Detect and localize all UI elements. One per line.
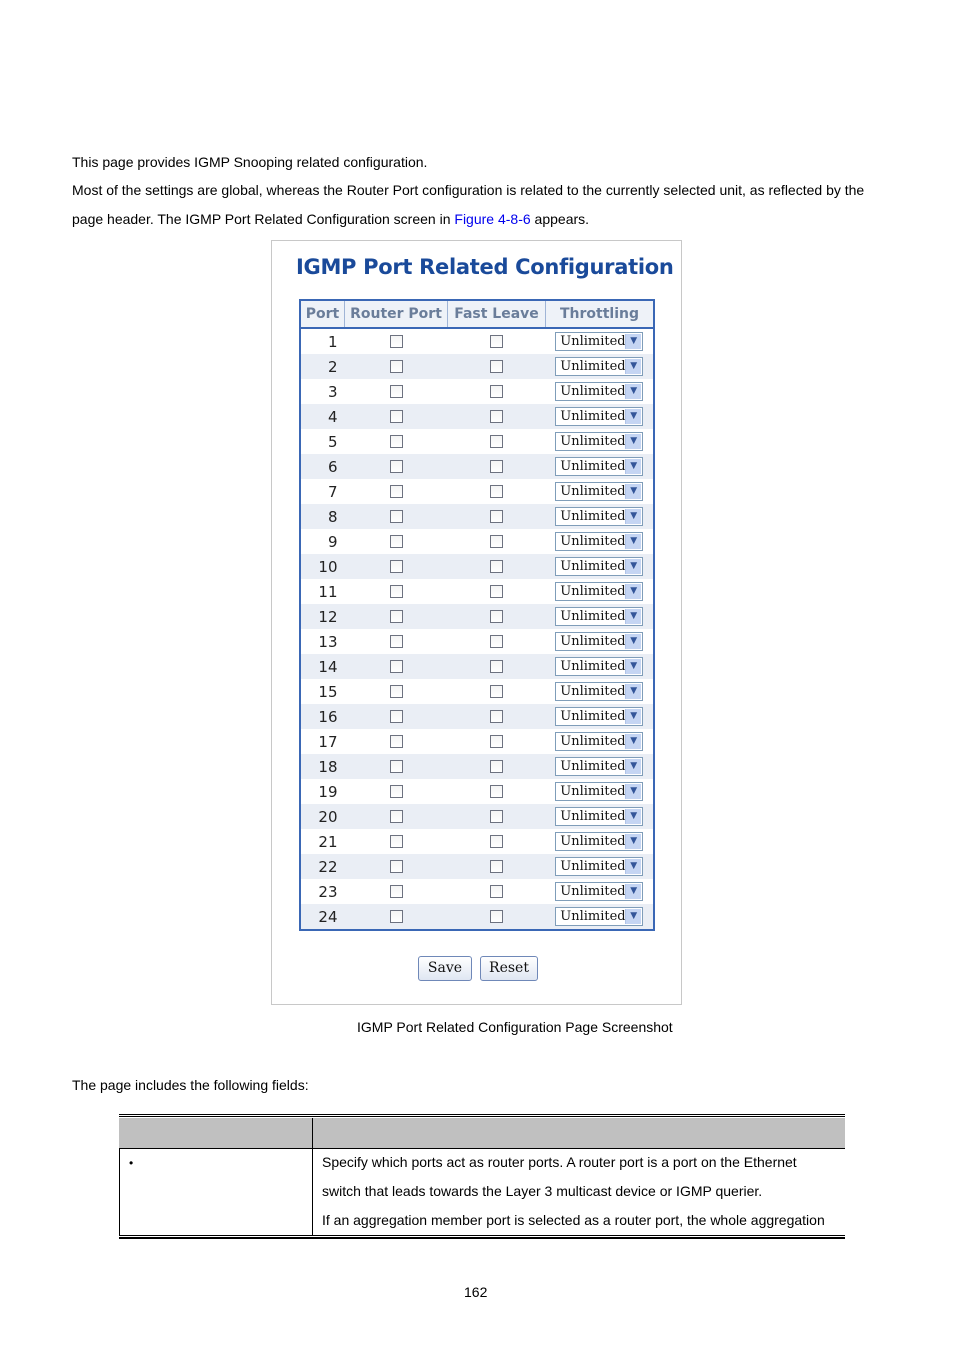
table-row <box>300 679 654 704</box>
throttling-select[interactable] <box>555 632 643 651</box>
table-row <box>300 779 654 804</box>
fast-leave-cell <box>448 529 546 554</box>
throttling-cell <box>546 604 655 629</box>
throttling-cell <box>546 529 655 554</box>
throttling-cell <box>546 454 655 479</box>
router-port-checkbox[interactable] <box>390 860 403 873</box>
figure-link[interactable]: Figure 4-8-6 <box>454 211 531 227</box>
router-port-checkbox[interactable] <box>390 485 403 498</box>
router-port-cell <box>345 404 448 429</box>
router-port-checkbox[interactable] <box>390 385 403 398</box>
port-number: 3 <box>300 379 345 404</box>
throttling-value: Unlimited <box>560 409 626 424</box>
fast-leave-checkbox[interactable] <box>490 610 503 623</box>
chevron-down-icon[interactable]: ▼ <box>625 909 641 924</box>
throttling-cell <box>546 554 655 579</box>
fast-leave-cell <box>448 829 546 854</box>
fast-leave-checkbox[interactable] <box>490 335 503 348</box>
intro-line-3 <box>72 211 589 227</box>
figure-caption: IGMP Port Related Configuration Page Screenshot <box>357 1019 673 1035</box>
fast-leave-checkbox[interactable] <box>490 560 503 573</box>
throttling-cell <box>546 829 655 854</box>
router-port-cell <box>345 904 448 930</box>
table-row <box>300 354 654 379</box>
chevron-down-icon[interactable]: ▼ <box>625 434 641 449</box>
fast-leave-checkbox[interactable] <box>490 710 503 723</box>
throttling-value: Unlimited <box>560 684 626 699</box>
fast-leave-checkbox[interactable] <box>490 535 503 548</box>
router-port-cell <box>345 679 448 704</box>
fast-leave-checkbox[interactable] <box>490 635 503 648</box>
throttling-cell <box>546 379 655 404</box>
port-number: 15 <box>300 679 345 704</box>
chevron-down-icon[interactable]: ▼ <box>625 659 641 674</box>
port-number: 5 <box>300 429 345 454</box>
port-number: 2 <box>300 354 345 379</box>
port-number: 16 <box>300 704 345 729</box>
chevron-down-icon[interactable]: ▼ <box>625 359 641 374</box>
column-divider <box>312 1118 313 1236</box>
router-port-checkbox[interactable] <box>390 660 403 673</box>
throttling-value: Unlimited <box>560 834 626 849</box>
table-row <box>300 729 654 754</box>
port-number: 21 <box>300 829 345 854</box>
throttling-cell <box>546 354 655 379</box>
router-port-cell <box>345 754 448 779</box>
throttling-select[interactable] <box>555 732 643 751</box>
port-number: 17 <box>300 729 345 754</box>
description-line-3: If an aggregation member port is selected as a router port, the whole aggregation <box>322 1212 825 1228</box>
throttling-value: Unlimited <box>560 559 626 574</box>
router-port-cell <box>345 704 448 729</box>
fast-leave-checkbox[interactable] <box>490 585 503 598</box>
throttling-value: Unlimited <box>560 734 626 749</box>
throttling-select[interactable] <box>555 607 643 626</box>
throttling-value: Unlimited <box>560 709 626 724</box>
chevron-down-icon[interactable]: ▼ <box>625 859 641 874</box>
throttling-select[interactable] <box>555 682 643 701</box>
fast-leave-cell <box>448 729 546 754</box>
table-row <box>300 328 654 354</box>
throttling-select[interactable] <box>555 882 643 901</box>
throttling-select[interactable] <box>555 807 643 826</box>
fast-leave-cell <box>448 354 546 379</box>
table-row <box>300 454 654 479</box>
fast-leave-checkbox[interactable] <box>490 810 503 823</box>
router-port-cell <box>345 529 448 554</box>
table-row <box>300 604 654 629</box>
throttling-select[interactable] <box>555 532 643 551</box>
table-row <box>300 379 654 404</box>
fast-leave-checkbox[interactable] <box>490 510 503 523</box>
throttling-cell <box>546 779 655 804</box>
router-port-cell <box>345 629 448 654</box>
table-row <box>300 629 654 654</box>
chevron-down-icon[interactable]: ▼ <box>625 734 641 749</box>
throttling-value: Unlimited <box>560 809 626 824</box>
fast-leave-cell <box>448 854 546 879</box>
chevron-down-icon[interactable]: ▼ <box>625 409 641 424</box>
port-config-table <box>299 299 655 931</box>
throttling-value: Unlimited <box>560 459 626 474</box>
throttling-cell <box>546 879 655 904</box>
col-throttling: Throttling <box>546 300 655 328</box>
throttling-select[interactable] <box>555 707 643 726</box>
throttling-value: Unlimited <box>560 609 626 624</box>
table-row <box>300 904 654 930</box>
fast-leave-cell <box>448 404 546 429</box>
table-row <box>300 879 654 904</box>
port-number: 18 <box>300 754 345 779</box>
reset-button[interactable]: Reset <box>480 956 538 981</box>
router-port-cell <box>345 854 448 879</box>
router-port-checkbox[interactable] <box>390 885 403 898</box>
fast-leave-cell <box>448 504 546 529</box>
throttling-select[interactable] <box>555 357 643 376</box>
chevron-down-icon[interactable]: ▼ <box>625 559 641 574</box>
chevron-down-icon[interactable]: ▼ <box>625 834 641 849</box>
throttling-cell <box>546 504 655 529</box>
fast-leave-cell <box>448 328 546 354</box>
fast-leave-checkbox[interactable] <box>490 910 503 923</box>
port-number: 6 <box>300 454 345 479</box>
intro-line-3-end: appears. <box>530 211 590 227</box>
fast-leave-checkbox[interactable] <box>490 485 503 498</box>
port-number: 10 <box>300 554 345 579</box>
throttling-select[interactable] <box>555 582 643 601</box>
left-border <box>119 1148 120 1236</box>
throttling-cell <box>546 679 655 704</box>
throttling-select[interactable] <box>555 332 643 351</box>
throttling-value: Unlimited <box>560 484 626 499</box>
throttling-select[interactable] <box>555 457 643 476</box>
page-number: 162 <box>464 1284 488 1300</box>
router-port-checkbox[interactable] <box>390 585 403 598</box>
router-port-cell <box>345 779 448 804</box>
table-row <box>300 554 654 579</box>
port-number: 7 <box>300 479 345 504</box>
router-port-checkbox[interactable] <box>390 760 403 773</box>
port-rows <box>300 328 654 930</box>
fast-leave-cell <box>448 554 546 579</box>
throttling-select[interactable] <box>555 832 643 851</box>
router-port-cell <box>345 579 448 604</box>
throttling-select[interactable] <box>555 657 643 676</box>
save-button[interactable]: Save <box>418 956 472 981</box>
throttling-select[interactable] <box>555 432 643 451</box>
throttling-value: Unlimited <box>560 509 626 524</box>
throttling-cell <box>546 754 655 779</box>
table-row <box>300 804 654 829</box>
router-port-checkbox[interactable] <box>390 410 403 423</box>
fast-leave-checkbox[interactable] <box>490 785 503 798</box>
col-router-port: Router Port <box>345 300 448 328</box>
fast-leave-cell <box>448 904 546 930</box>
throttling-cell <box>546 429 655 454</box>
bullet-marker: • <box>129 1156 134 1170</box>
router-port-cell <box>345 454 448 479</box>
col-port: Port <box>300 300 345 328</box>
throttling-cell <box>546 579 655 604</box>
throttling-value: Unlimited <box>560 884 626 899</box>
router-port-checkbox[interactable] <box>390 910 403 923</box>
description-line-1: Specify which ports act as router ports. A router port is a port on the Ethernet <box>322 1154 797 1170</box>
router-port-cell <box>345 829 448 854</box>
router-port-checkbox[interactable] <box>390 535 403 548</box>
throttling-select[interactable] <box>555 557 643 576</box>
throttling-cell <box>546 654 655 679</box>
throttling-cell <box>546 629 655 654</box>
throttling-select[interactable] <box>555 757 643 776</box>
throttling-cell <box>546 704 655 729</box>
throttling-cell <box>546 328 655 354</box>
fast-leave-cell <box>448 429 546 454</box>
fast-leave-cell <box>448 579 546 604</box>
table-row <box>300 579 654 604</box>
throttling-select[interactable] <box>555 482 643 501</box>
chevron-down-icon[interactable]: ▼ <box>625 709 641 724</box>
throttling-select[interactable] <box>555 857 643 876</box>
router-port-cell <box>345 554 448 579</box>
fast-leave-cell <box>448 479 546 504</box>
router-port-checkbox[interactable] <box>390 335 403 348</box>
chevron-down-icon[interactable]: ▼ <box>625 334 641 349</box>
fast-leave-cell <box>448 654 546 679</box>
chevron-down-icon[interactable]: ▼ <box>625 534 641 549</box>
throttling-cell <box>546 479 655 504</box>
fast-leave-checkbox[interactable] <box>490 435 503 448</box>
port-number: 23 <box>300 879 345 904</box>
igmp-config-screenshot <box>271 240 682 1005</box>
router-port-cell <box>345 729 448 754</box>
fast-leave-cell <box>448 629 546 654</box>
throttling-value: Unlimited <box>560 534 626 549</box>
router-port-checkbox[interactable] <box>390 785 403 798</box>
fields-table <box>119 1114 845 1239</box>
table-top-rule <box>119 1114 845 1117</box>
fast-leave-checkbox[interactable] <box>490 885 503 898</box>
table-row <box>300 754 654 779</box>
throttling-cell <box>546 854 655 879</box>
router-port-checkbox[interactable] <box>390 810 403 823</box>
throttling-cell <box>546 804 655 829</box>
chevron-down-icon[interactable]: ▼ <box>625 484 641 499</box>
fast-leave-checkbox[interactable] <box>490 760 503 773</box>
port-number: 24 <box>300 904 345 930</box>
chevron-down-icon[interactable]: ▼ <box>625 609 641 624</box>
fast-leave-cell <box>448 754 546 779</box>
throttling-value: Unlimited <box>560 859 626 874</box>
port-number: 19 <box>300 779 345 804</box>
table-row <box>300 854 654 879</box>
fast-leave-cell <box>448 679 546 704</box>
chevron-down-icon[interactable]: ▼ <box>625 809 641 824</box>
fast-leave-checkbox[interactable] <box>490 835 503 848</box>
fast-leave-checkbox[interactable] <box>490 860 503 873</box>
chevron-down-icon[interactable]: ▼ <box>625 884 641 899</box>
router-port-checkbox[interactable] <box>390 460 403 473</box>
throttling-value: Unlimited <box>560 659 626 674</box>
throttling-value: Unlimited <box>560 634 626 649</box>
throttling-value: Unlimited <box>560 784 626 799</box>
fast-leave-cell <box>448 879 546 904</box>
router-port-checkbox[interactable] <box>390 635 403 648</box>
fast-leave-checkbox[interactable] <box>490 385 503 398</box>
chevron-down-icon[interactable]: ▼ <box>625 584 641 599</box>
router-port-checkbox[interactable] <box>390 710 403 723</box>
table-row <box>300 704 654 729</box>
fast-leave-cell <box>448 604 546 629</box>
fast-leave-cell <box>448 379 546 404</box>
throttling-cell <box>546 729 655 754</box>
fast-leave-cell <box>448 779 546 804</box>
fast-leave-checkbox[interactable] <box>490 460 503 473</box>
router-port-checkbox[interactable] <box>390 735 403 748</box>
fast-leave-checkbox[interactable] <box>490 735 503 748</box>
chevron-down-icon[interactable]: ▼ <box>625 684 641 699</box>
port-number: 14 <box>300 654 345 679</box>
fast-leave-checkbox[interactable] <box>490 410 503 423</box>
throttling-select[interactable] <box>555 382 643 401</box>
router-port-cell <box>345 604 448 629</box>
router-port-checkbox[interactable] <box>390 360 403 373</box>
fields-intro: The page includes the following fields: <box>72 1077 309 1093</box>
fast-leave-cell <box>448 704 546 729</box>
table-row <box>300 529 654 554</box>
throttling-select[interactable] <box>555 907 643 926</box>
router-port-checkbox[interactable] <box>390 560 403 573</box>
router-port-cell <box>345 354 448 379</box>
throttling-cell <box>546 404 655 429</box>
router-port-checkbox[interactable] <box>390 610 403 623</box>
fast-leave-cell <box>448 454 546 479</box>
port-number: 8 <box>300 504 345 529</box>
router-port-cell <box>345 379 448 404</box>
throttling-value: Unlimited <box>560 909 626 924</box>
table-row <box>300 429 654 454</box>
screenshot-title: IGMP Port Related Configuration <box>296 255 674 279</box>
intro-line-3-start: page header. The IGMP Port Related Configuration screen in <box>72 211 455 227</box>
throttling-select[interactable] <box>555 507 643 526</box>
fast-leave-cell <box>448 804 546 829</box>
table-header-row <box>300 300 654 328</box>
intro-line-2: Most of the settings are global, whereas the Router Port configuration is related to the currently selected unit, as reflected by the <box>72 182 865 198</box>
throttling-value: Unlimited <box>560 359 626 374</box>
table-header <box>119 1118 845 1149</box>
port-number: 11 <box>300 579 345 604</box>
table-row <box>300 829 654 854</box>
port-number: 12 <box>300 604 345 629</box>
chevron-down-icon[interactable]: ▼ <box>625 384 641 399</box>
throttling-value: Unlimited <box>560 759 626 774</box>
router-port-checkbox[interactable] <box>390 510 403 523</box>
port-number: 20 <box>300 804 345 829</box>
throttling-select[interactable] <box>555 782 643 801</box>
chevron-down-icon[interactable]: ▼ <box>625 784 641 799</box>
router-port-cell <box>345 504 448 529</box>
port-number: 9 <box>300 529 345 554</box>
throttling-cell <box>546 904 655 930</box>
fast-leave-checkbox[interactable] <box>490 360 503 373</box>
intro-line-1: This page provides IGMP Snooping related configuration. <box>72 154 428 170</box>
router-port-cell <box>345 429 448 454</box>
throttling-value: Unlimited <box>560 334 626 349</box>
router-port-checkbox[interactable] <box>390 685 403 698</box>
table-row <box>300 504 654 529</box>
router-port-cell <box>345 654 448 679</box>
fast-leave-checkbox[interactable] <box>490 685 503 698</box>
port-number: 13 <box>300 629 345 654</box>
fast-leave-checkbox[interactable] <box>490 660 503 673</box>
port-number: 4 <box>300 404 345 429</box>
col-fast-leave: Fast Leave <box>448 300 546 328</box>
table-row <box>300 654 654 679</box>
description-line-2: switch that leads towards the Layer 3 multicast device or IGMP querier. <box>322 1183 763 1199</box>
router-port-cell <box>345 879 448 904</box>
table-row <box>300 404 654 429</box>
throttling-value: Unlimited <box>560 384 626 399</box>
chevron-down-icon[interactable]: ▼ <box>625 634 641 649</box>
router-port-cell <box>345 479 448 504</box>
chevron-down-icon[interactable]: ▼ <box>625 509 641 524</box>
table-bottom-rule <box>119 1235 845 1239</box>
router-port-checkbox[interactable] <box>390 435 403 448</box>
port-number: 1 <box>300 328 345 354</box>
router-port-cell <box>345 804 448 829</box>
router-port-cell <box>345 328 448 354</box>
router-port-checkbox[interactable] <box>390 835 403 848</box>
throttling-value: Unlimited <box>560 434 626 449</box>
throttling-select[interactable] <box>555 407 643 426</box>
table-row <box>300 479 654 504</box>
throttling-value: Unlimited <box>560 584 626 599</box>
chevron-down-icon[interactable]: ▼ <box>625 459 641 474</box>
chevron-down-icon[interactable]: ▼ <box>625 759 641 774</box>
port-number: 22 <box>300 854 345 879</box>
